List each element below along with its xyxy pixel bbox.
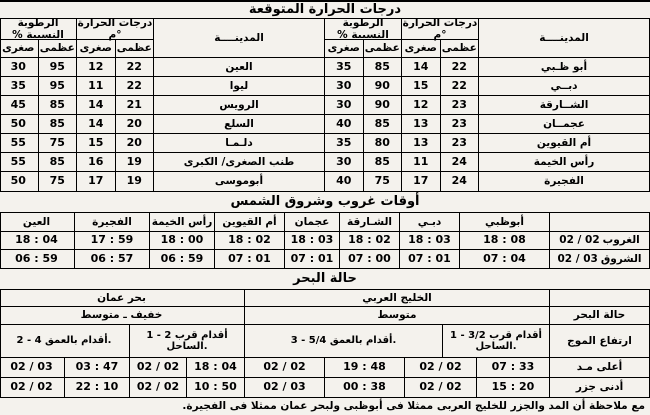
sun-time-cell: 06 : 57 — [74, 250, 149, 268]
wave-gulf-coast-cell: 1 - 3/2 أقدام قرب الساحل. — [442, 325, 549, 357]
humidity-min-cell: 30 — [324, 96, 363, 114]
sun-time-cell: 18 : 00 — [149, 232, 214, 249]
sun-time-cell: 18 : 02 — [214, 232, 284, 249]
humidity-min-cell: 35 — [324, 58, 363, 76]
tide-date-cell: 02 / 02 — [129, 358, 186, 377]
temp-max-cell: 20 — [115, 115, 154, 133]
city-cell: ليوا — [153, 77, 324, 95]
humidity-min-cell: 45 — [10, 97, 26, 111]
sun-time-cell: 18 : 03 — [399, 232, 459, 249]
tide-date-cell: 02 / 03 — [244, 378, 324, 397]
temperature-row — [1, 77, 649, 96]
tide-date-cell: 02 / 03 — [10, 360, 53, 374]
tide-time-cell: 22 : 10 — [64, 378, 129, 397]
temp-min-cell: 13 — [401, 134, 440, 152]
sea-state-gulf: متوسط — [244, 307, 549, 324]
tide-time-cell: 10 : 50 — [186, 378, 244, 397]
sea-state-table — [0, 289, 650, 398]
sea-state-title: حالة البحر — [293, 271, 357, 286]
sea-table-corner — [549, 290, 649, 306]
temperature-row — [1, 153, 649, 172]
humidity-max-cell: 90 — [363, 77, 402, 95]
sea-state-oman: خفيف ـ متوسط — [80, 309, 163, 322]
sunset-row-label — [549, 232, 649, 249]
sun-time-cell: 06 : 59 — [149, 250, 214, 268]
col-header-temperature: درجات الحرارة °م — [77, 17, 153, 41]
sun-times-title: أوقات غروب وشروق الشمس — [230, 194, 420, 209]
temp-max-cell: 24 — [440, 172, 479, 191]
low-tide-row — [1, 378, 649, 397]
humidity-max-cell: 75 — [38, 134, 77, 152]
temp-max-cell: 24 — [440, 153, 479, 171]
temp-min-cell: 13 — [401, 115, 440, 133]
sea-region-header-row — [1, 290, 649, 307]
col-header-max: عظمى — [38, 40, 77, 57]
city-cell: عجمــان — [478, 115, 649, 133]
sun-time-cell: 18 : 08 — [459, 232, 549, 249]
temp-max-cell: 22 — [440, 58, 479, 76]
col-group-temperature — [76, 19, 153, 57]
tide-date-cell: 02 / 02 — [404, 358, 476, 377]
temperature-table-body — [1, 58, 649, 191]
wave-height-row-label: ارتفاع الموج — [549, 325, 649, 357]
sun-col-header-city: دبـي — [399, 213, 459, 231]
sun-col-header-city: العين — [22, 215, 51, 228]
temp-min-cell: 15 — [76, 134, 115, 152]
temp-min-cell: 14 — [401, 58, 440, 76]
col-header-max: عظمى — [440, 40, 479, 57]
humidity-min-cell: 35 — [10, 78, 26, 92]
humidity-max-cell: 95 — [38, 58, 77, 76]
temp-max-cell: 22 — [115, 77, 154, 95]
col-header-city: المدينــــة — [478, 19, 649, 57]
humidity-min-cell: 30 — [324, 77, 363, 95]
tide-date-cell: 02 / 02 — [244, 358, 324, 377]
temp-min-cell: 12 — [76, 58, 115, 76]
tide-date-cell: 02 / 02 — [10, 380, 53, 394]
region-name-oman: بحر عمان — [97, 291, 146, 304]
temperature-row — [1, 96, 649, 115]
humidity-min-cell: 40 — [324, 115, 363, 133]
low-tide-row-label: أدنى جزر — [549, 378, 649, 397]
humidity-min-cell: 55 — [10, 135, 26, 149]
sun-col-header-city: الفجيرة — [74, 213, 149, 231]
temp-max-cell: 23 — [440, 115, 479, 133]
humidity-max-cell: 75 — [363, 172, 402, 191]
tide-time-cell: 03 : 47 — [64, 358, 129, 377]
temperature-row — [1, 134, 649, 153]
city-cell: أبوموسى — [153, 172, 324, 191]
city-cell: الفجيرة — [478, 172, 649, 191]
humidity-min-cell: 50 — [10, 116, 26, 130]
temp-max-cell: 22 — [115, 58, 154, 76]
city-cell: الشــارقة — [478, 96, 649, 114]
row-label-date: 02 / 03 — [557, 252, 598, 265]
humidity-max-cell: 85 — [38, 153, 77, 171]
humidity-max-cell: 95 — [38, 77, 77, 95]
col-header-max: عظمى — [363, 40, 402, 57]
sun-times-body — [1, 232, 649, 268]
sun-col-header-city: رأس الخيمة — [149, 213, 214, 231]
sunset-row — [1, 232, 649, 250]
wave-oman-coast-cell: 1 - 2 أقدام قرب الساحل. — [129, 325, 244, 357]
humidity-min-cell: 35 — [324, 134, 363, 152]
temp-min-cell: 11 — [76, 77, 115, 95]
humidity-min-cell: 55 — [10, 154, 26, 168]
sun-time-cell: 07 : 01 — [284, 250, 339, 268]
temperature-row — [1, 58, 649, 77]
city-cell: دلـمـا — [153, 134, 324, 152]
temperatures-title: درجات الحرارة المتوقعة — [248, 2, 402, 17]
tide-date-cell: 02 / 02 — [404, 378, 476, 397]
sun-col-header-city: عجمان — [284, 213, 339, 231]
temperature-table — [0, 18, 650, 192]
temp-max-cell: 19 — [115, 153, 154, 171]
humidity-max-cell: 85 — [363, 115, 402, 133]
col-group-temperature — [401, 19, 478, 57]
col-header-humidity: الرطوبة النسبية % — [324, 19, 401, 40]
sun-time-cell: 18 : 02 — [339, 232, 399, 249]
col-header-city: المدينــــة — [153, 19, 324, 57]
city-cell: السلع — [153, 115, 324, 133]
col-header-min: صغرى — [324, 40, 363, 57]
col-header-min: صغرى — [2, 42, 35, 55]
humidity-min-cell: 30 — [10, 59, 26, 73]
temperature-row — [1, 172, 649, 191]
humidity-max-cell: 80 — [363, 134, 402, 152]
col-group-humidity — [324, 19, 401, 57]
sun-time-cell: 17 : 59 — [74, 232, 149, 249]
temp-min-cell: 12 — [401, 96, 440, 114]
sun-time-cell: 07 : 01 — [214, 250, 284, 268]
humidity-max-cell: 85 — [363, 58, 402, 76]
sun-time-cell: 07 : 00 — [339, 250, 399, 268]
sun-time-cell: 18 : 03 — [284, 232, 339, 249]
temp-min-cell: 16 — [76, 153, 115, 171]
col-header-temperature: درجات الحرارة °م — [402, 17, 478, 41]
temp-min-cell: 14 — [76, 96, 115, 114]
humidity-max-cell: 85 — [38, 115, 77, 133]
city-cell: الرويس — [153, 96, 324, 114]
sun-col-header-city: الشـارقة — [339, 213, 399, 231]
high-tide-row-label: أعلى مـد — [549, 358, 649, 377]
col-header-min: صغرى — [401, 40, 440, 57]
temp-min-cell: 15 — [401, 77, 440, 95]
col-header-humidity: الرطوبة النسبية % — [0, 19, 76, 40]
temp-max-cell: 23 — [440, 134, 479, 152]
humidity-max-cell: 85 — [38, 96, 77, 114]
sun-time-cell: 06 : 59 — [15, 251, 58, 265]
city-cell: دبــي — [478, 77, 649, 95]
humidity-max-cell: 85 — [363, 153, 402, 171]
tide-time-cell: 19 : 48 — [324, 358, 404, 377]
temp-max-cell: 22 — [440, 77, 479, 95]
sun-time-cell: 07 : 04 — [459, 250, 549, 268]
sun-time-cell: 07 : 01 — [399, 250, 459, 268]
tide-time-cell: 00 : 38 — [324, 378, 404, 397]
temp-min-cell: 11 — [401, 153, 440, 171]
sun-times-table — [0, 212, 650, 269]
row-label-text: الغروب — [602, 234, 640, 247]
city-cell: طنب الصغرى/ الكبرى — [153, 153, 324, 171]
sun-table-corner — [549, 213, 649, 231]
row-label-text: الشروق — [600, 252, 642, 265]
humidity-min-cell: 50 — [10, 174, 26, 188]
sun-col-header-city: أبوظبي — [459, 213, 549, 231]
temp-min-cell: 14 — [76, 115, 115, 133]
row-label-date: 02 / 02 — [559, 234, 600, 247]
col-header-max: عظمى — [115, 40, 154, 57]
temperature-table-header — [1, 19, 649, 58]
city-cell: أبو ظـبي — [478, 58, 649, 76]
tide-time-cell: 18 : 04 — [186, 358, 244, 377]
temp-min-cell: 17 — [401, 172, 440, 191]
wave-gulf-deep-cell: 3 - 5/4 أقدام بالعمق. — [244, 325, 442, 357]
sun-col-header-city: أم القيوين — [214, 213, 284, 231]
sea-state-row-label: حالة البحر — [549, 307, 649, 324]
sun-time-cell: 18 : 04 — [15, 233, 58, 247]
tide-time-cell: 07 : 33 — [476, 358, 549, 377]
region-name-gulf: الخليج العربي — [244, 290, 549, 306]
city-cell: العين — [153, 58, 324, 76]
humidity-max-cell: 75 — [38, 172, 77, 191]
wave-oman-deep-cell: 2 - 4 أقدام بالعمق. — [16, 335, 112, 347]
humidity-min-cell: 40 — [324, 172, 363, 191]
tide-date-cell: 02 / 02 — [129, 378, 186, 397]
temp-max-cell: 23 — [440, 96, 479, 114]
humidity-min-cell: 30 — [324, 153, 363, 171]
temp-max-cell: 19 — [115, 172, 154, 191]
col-header-min: صغرى — [76, 40, 115, 57]
sea-state-row — [1, 307, 649, 325]
city-cell: أم القيوين — [478, 134, 649, 152]
wave-height-row — [1, 325, 649, 358]
high-tide-row — [1, 358, 649, 378]
temp-max-cell: 21 — [115, 96, 154, 114]
temp-min-cell: 17 — [76, 172, 115, 191]
temperature-row — [1, 115, 649, 134]
sun-times-header — [1, 213, 649, 232]
sunrise-row-label — [549, 250, 649, 268]
footnote: مع ملاحظة أن المد والجزر للخليج العربى ممثلا فى أبوظبى ولبحر عمان ممثلا فى الفجيرة. — [182, 400, 645, 412]
sunrise-row — [1, 250, 649, 268]
temp-max-cell: 20 — [115, 134, 154, 152]
city-cell: رأس الخيمة — [478, 153, 649, 171]
humidity-max-cell: 90 — [363, 96, 402, 114]
col-group-humidity — [0, 19, 76, 57]
tide-time-cell: 15 : 20 — [476, 378, 549, 397]
